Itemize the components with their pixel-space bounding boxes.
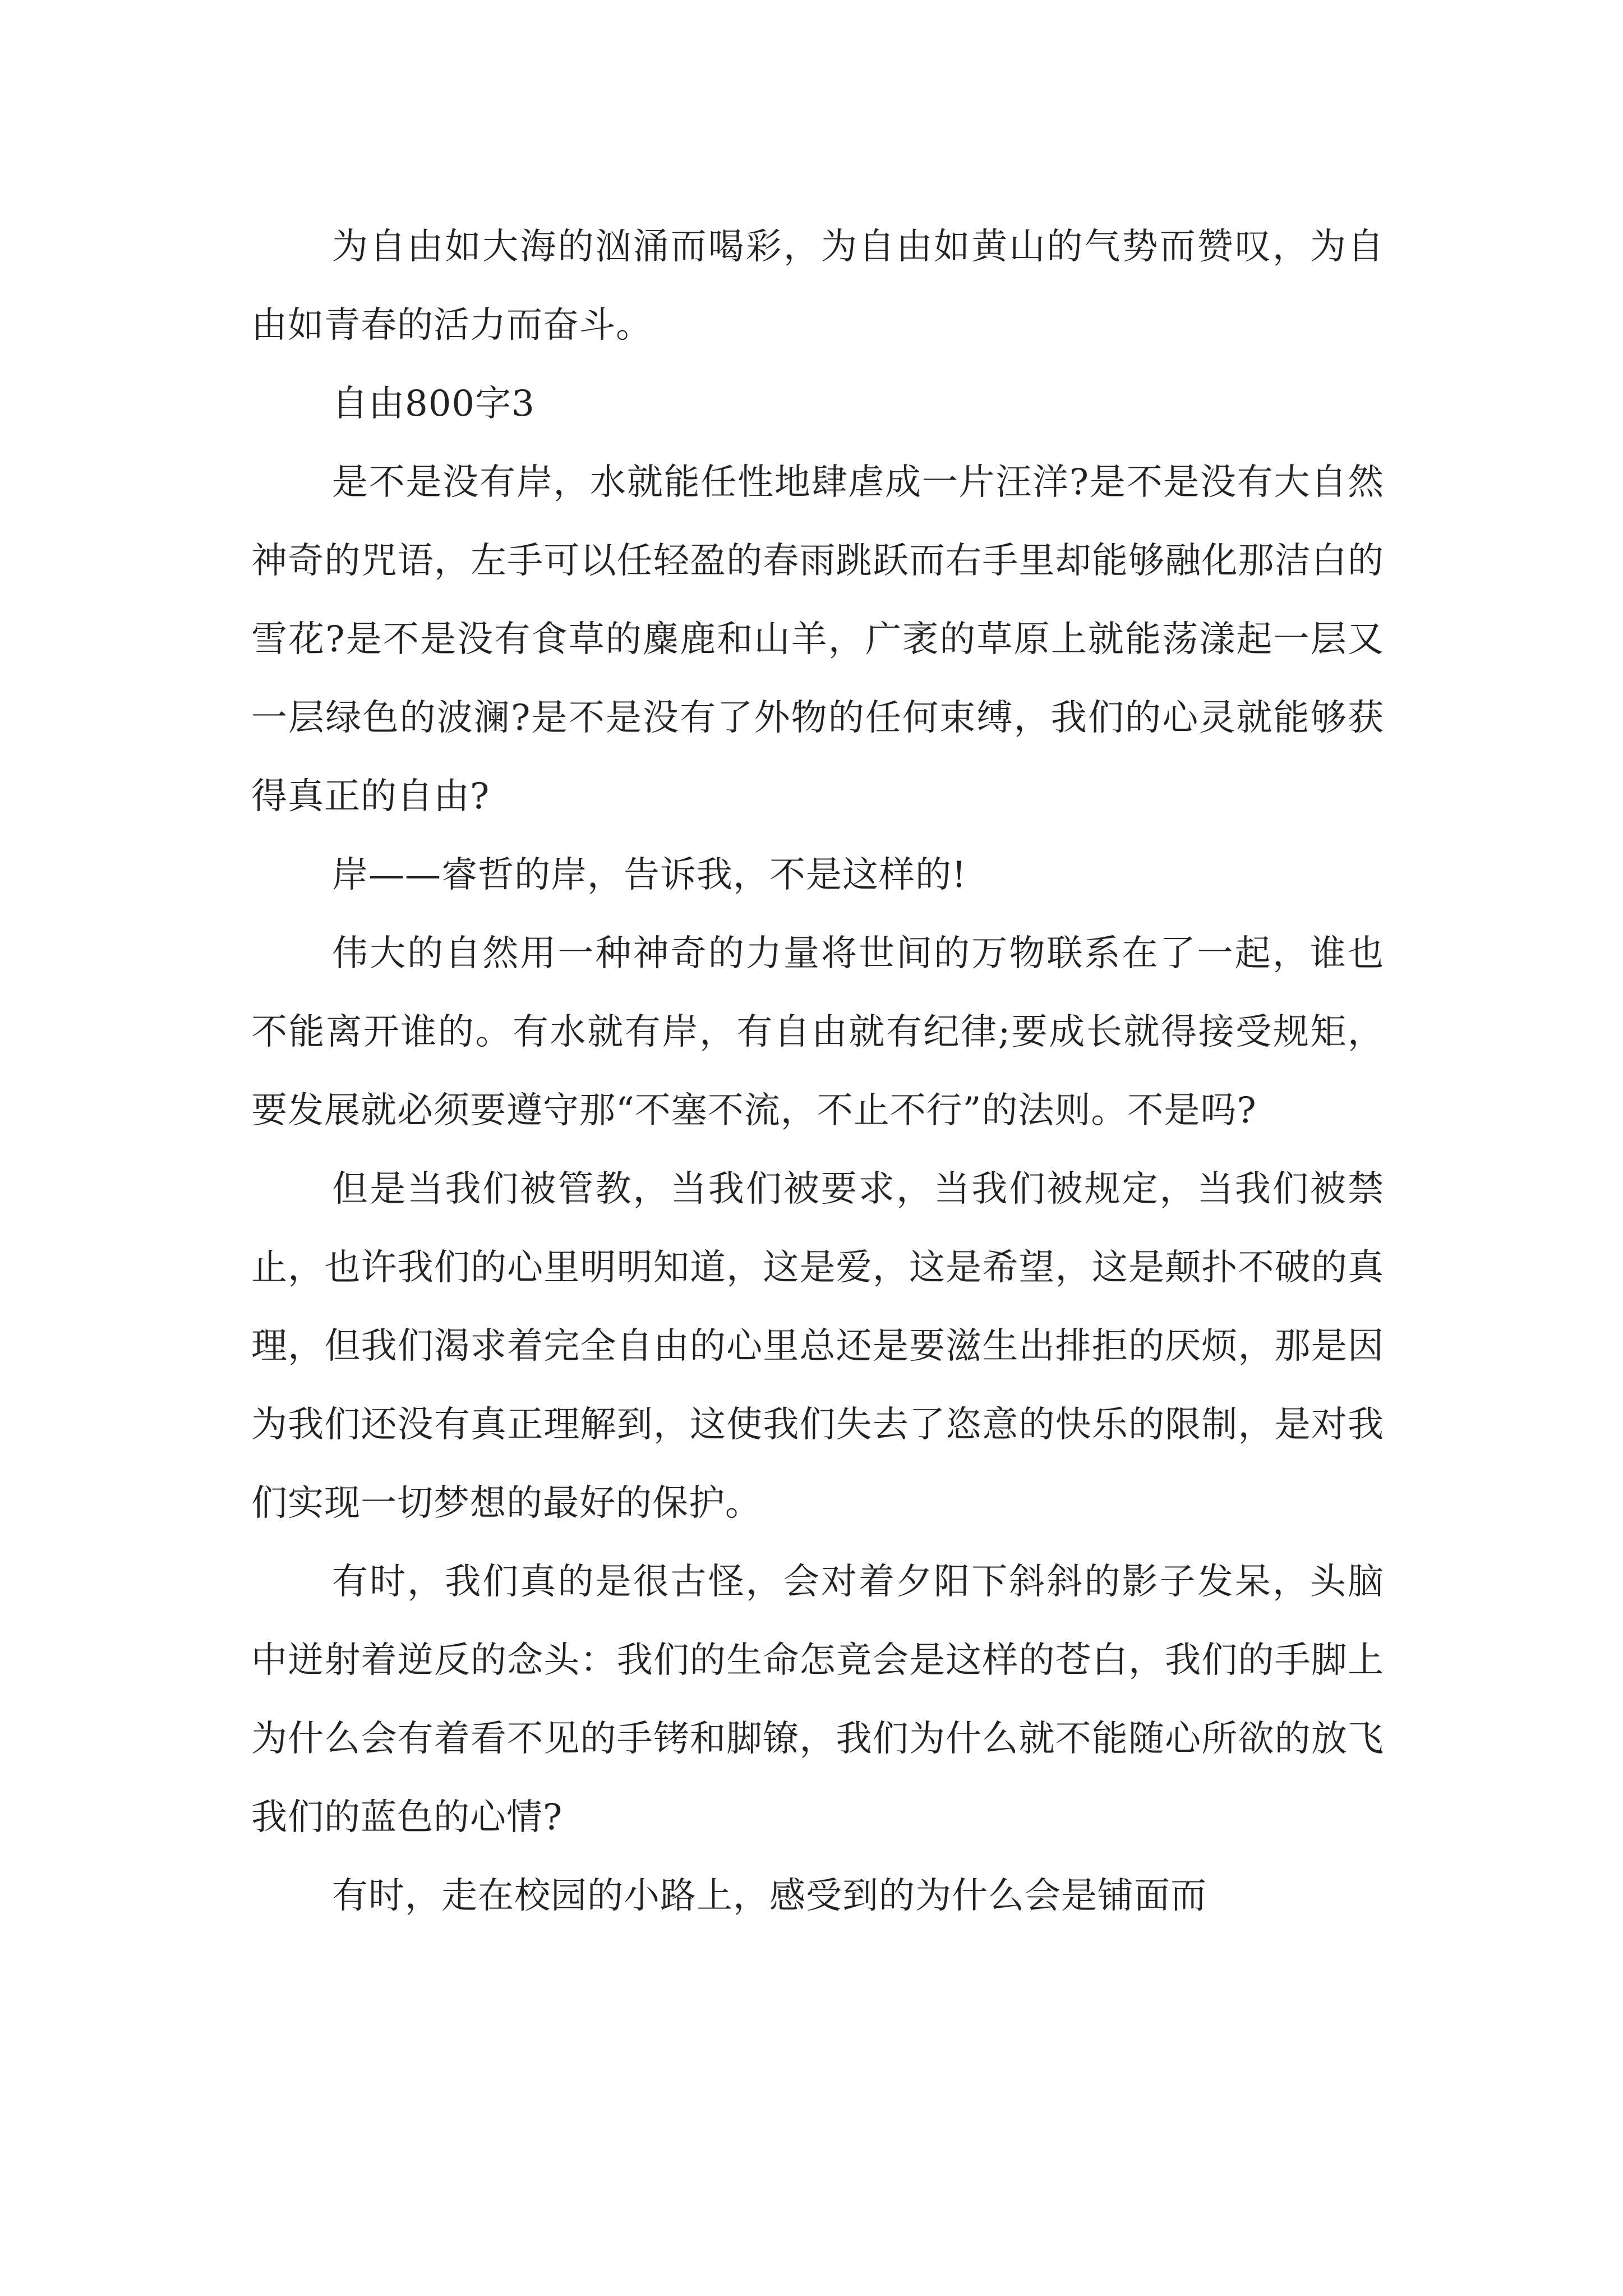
paragraph: 有时，我们真的是很古怪，会对着夕阳下斜斜的影子发呆，头脑中迸射着逆反的念头：我们的生命怎竟会是这样的苍白，我们的手脚上为什么会有着看不见的手铐和脚镣，我们为什么就不能随心所欲的放飞我们的蓝色的心情? [251,1561,1384,1838]
paragraph: 岸——睿哲的岸，告诉我，不是这样的! [332,854,967,896]
paragraph: 为自由如大海的汹涌而喝彩，为自由如黄山的气势而赞叹，为自由如青春的活力而奋斗。 [251,226,1384,346]
paragraph: 是不是没有岸，水就能任性地肆虐成一片汪洋?是不是没有大自然神奇的咒语，左手可以任轻盈的春雨跳跃而右手里却能够融化那洁白的雪花?是不是没有食草的麋鹿和山羊，广袤的草原上就能荡漾起一层又一层绿色的波澜?是不是没有了外物的任何束缚，我们的心灵就能够获得真正的自由? [251,462,1384,817]
paragraph: 伟大的自然用一种神奇的力量将世间的万物联系在了一起，谁也不能离开谁的。有水就有岸，有自由就有纪律;要成长就得接受规矩，要发展就必须要遵守那“不塞不流，不止不行”的法则。不是吗? [251,933,1384,1131]
paragraph: 但是当我们被管教，当我们被要求，当我们被规定，当我们被禁止，也许我们的心里明明知道，这是爱，这是希望，这是颠扑不破的真理，但我们渴求着完全自由的心里总还是要滋生出排拒的厌烦，那是因为我们还没有真正理解到，这使我们失去了恣意的快乐的限制，是对我们实现一切梦想的最好的保护。 [251,1168,1384,1524]
section-heading: 自由800字3 [332,383,535,425]
document-body [251,208,1384,1935]
paragraph: 有时，走在校园的小路上，感受到的为什么会是铺面而 [332,1875,1207,1917]
